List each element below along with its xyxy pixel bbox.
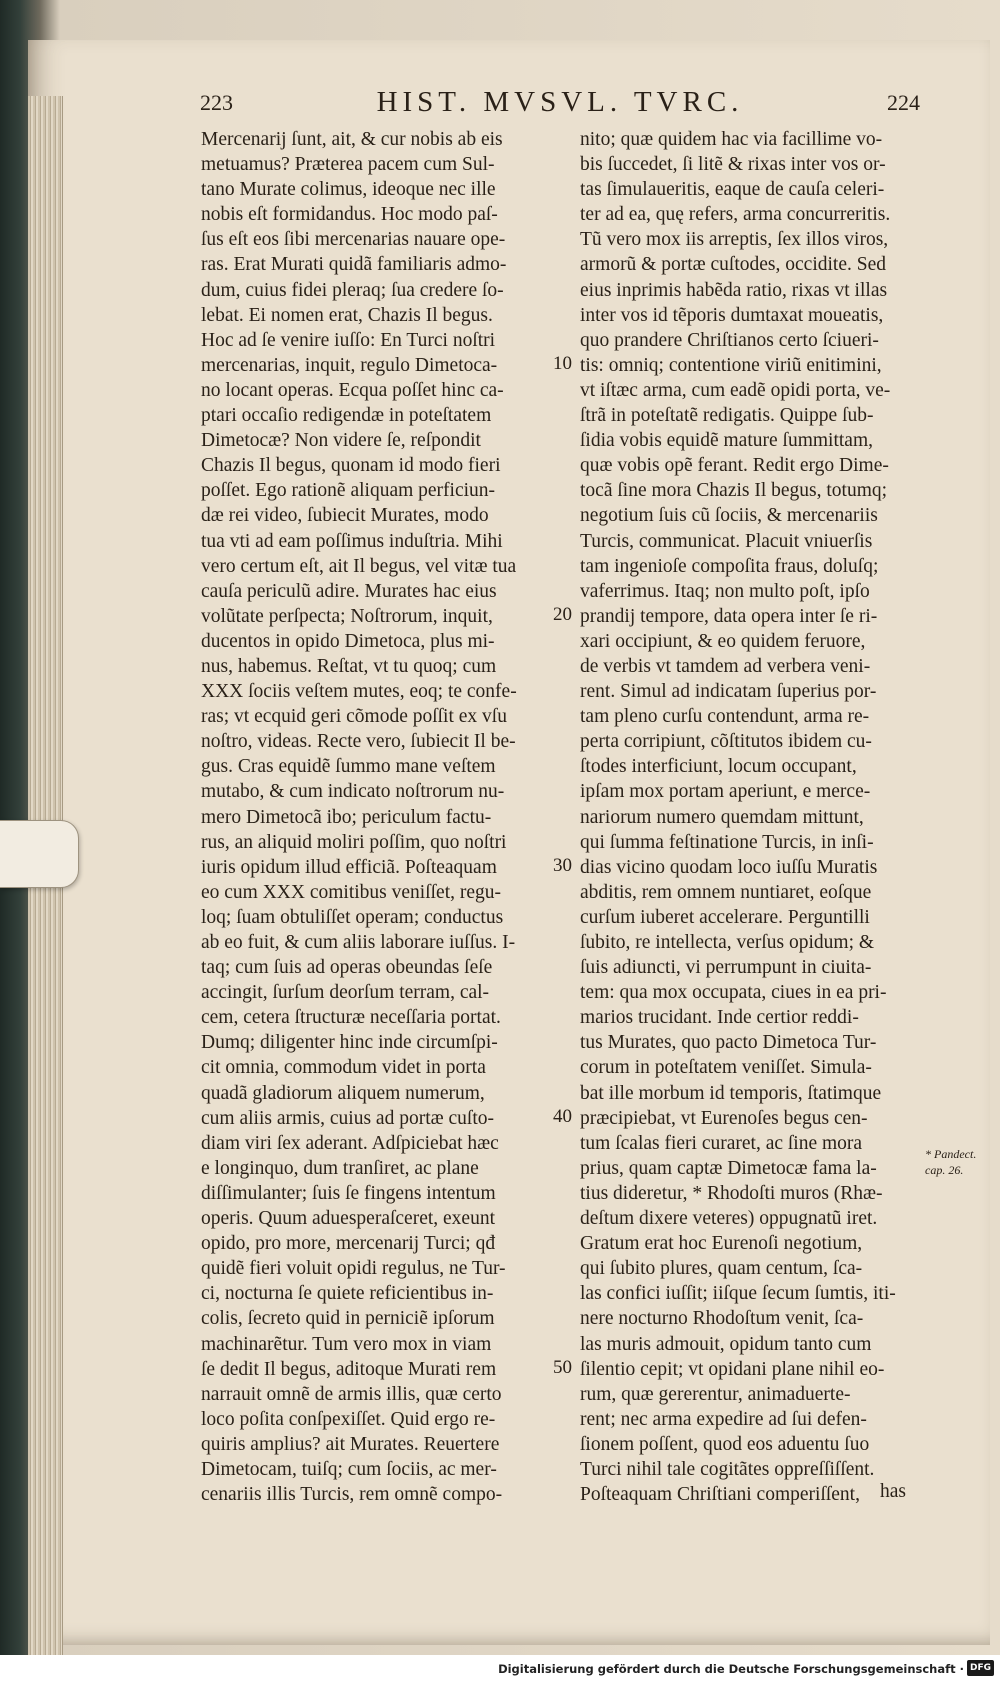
text-line: ci, nocturna ſe quiete reficientibus in- — [201, 1283, 494, 1305]
text-line: cenariis illis Turcis, rem omnẽ compo- — [201, 1484, 503, 1506]
text-line: vt iſtæc arma, cum eadẽ opidi porta, ve- — [580, 379, 891, 401]
text-line: cit omnia, commodum videt in porta — [201, 1057, 486, 1079]
text-line: ras. Erat Murati quidã familiaris admo- — [201, 254, 507, 276]
text-line: Tũ vero mox iis arreptis, ſex illos viros, — [580, 229, 889, 251]
text-line: poſſet. Ego rationẽ aliquam perficiun- — [201, 480, 496, 502]
text-line: dum, cuius fidei pleraq; ſua credere ſo- — [201, 279, 504, 301]
text-line: colis, ſecreto quid in perniciẽ ipſorum — [201, 1308, 495, 1330]
text-line: curſum iuberet accelerare. Perguntilli — [580, 906, 870, 928]
text-line: nito; quæ quidem hac via facillime vo- — [580, 129, 883, 150]
text-line: tocã ſine mora Chazis Il begus, totumq; — [580, 480, 888, 502]
text-line: diam viri ſex aderant. Adſpiciebat hæc — [201, 1132, 499, 1154]
text-line: quiris amplius? ait Murates. Reuertere — [201, 1433, 500, 1455]
text-line: eo cum XXX comitibus veniſſet, regu- — [201, 881, 502, 903]
text-line: vero certum eſt, ait Il begus, vel vitæ tua — [201, 555, 517, 577]
text-line: quæ vobis opẽ ferant. Redit ergo Dime- — [580, 455, 889, 477]
margin-note-line: * Pandect. — [925, 1147, 977, 1161]
line-number: 30 — [553, 854, 572, 876]
text-line: ter ad ea, quę refers, arma concurreritis. — [580, 204, 891, 226]
text-line: de verbis vt tamdem ad verbera veni- — [580, 655, 871, 677]
text-line: cauſa periculũ adire. Murates hac eius — [201, 580, 497, 602]
text-line: prius, quam captæ Dimetocæ fama la- — [580, 1157, 877, 1179]
text-line: qui ſumma feſtinatione Turcis, in inſi- — [580, 831, 874, 853]
text-line: quo prandere Chriſtianos certo ſciueri- — [580, 329, 879, 351]
text-line: nus, habemus. Reſtat, vt tu quoq; cum — [201, 655, 497, 677]
text-line: tam pleno curſu contendunt, arma re- — [580, 706, 870, 728]
text-line: tas ſimulaueritis, eaque de cauſa celeri- — [580, 179, 885, 201]
text-line: quidẽ fieri voluit opidi regulus, ne Tur- — [201, 1258, 506, 1280]
text-line: taq; cum ſuis ad operas obeundas ſeſe — [201, 957, 493, 979]
page-header — [200, 86, 920, 122]
text-line: marios trucidant. Inde certior reddi- — [580, 1007, 859, 1029]
text-line: rent; nec arma expedire ad ſui defen- — [580, 1408, 867, 1430]
text-line: loq; ſuam obtuliſſet operam; conductus — [201, 906, 504, 928]
text-line: Gratum erat hoc Eurenoſi negotium, — [580, 1233, 863, 1255]
folio-left: 223 — [200, 90, 233, 115]
text-column-left — [201, 127, 556, 1507]
text-line: e longinquo, dum tranſiret, ac plane — [201, 1157, 479, 1179]
text-line: ſubito, re intellecta, verſus opidum; & — [580, 932, 875, 953]
text-line: ſtrã in poteſtatẽ redigatis. Quippe ſub- — [580, 405, 874, 427]
text-line: diſſimulanter; ſuis ſe fingens intentum — [201, 1182, 496, 1204]
text-line: mercenarias, inquit, regulo Dimetoca- — [201, 354, 498, 376]
running-title: HIST. MVSVL. TVRC. — [376, 86, 744, 118]
text-line: gus. Cras equidẽ ſummo mane veſtem — [201, 756, 496, 778]
text-line: ſe dedit Il begus, aditoque Murati rem — [201, 1358, 497, 1380]
line-number: 50 — [553, 1356, 572, 1378]
text-line: rent. Simul ad indicatam ſuperius por- — [580, 681, 877, 703]
folio-right: 224 — [887, 90, 920, 115]
text-line: tis: omniq; contentione viriũ enitimini, — [580, 354, 882, 376]
footer-credit: Digitalisierung gefördert durch die Deutsche Forschungsgemeinschaft · — [498, 1662, 964, 1676]
text-line: ſuis adiuncti, vi perrumpunt in ciuita- — [580, 957, 872, 979]
text-column-right — [580, 127, 930, 1507]
text-line: las confici iuſſit; iiſque ſecum ſumtis, iti- — [580, 1283, 896, 1305]
text-line: noſtro, videas. Recte vero, ſubiecit Il be- — [201, 731, 516, 753]
text-line: prandij tempore, data opera inter ſe ri- — [580, 605, 878, 627]
text-line: ras; vt ecquid geri cõmode poſſit ex vſu — [201, 706, 507, 728]
text-line: volũtate perſpecta; Noſtrorum, inquit, — [201, 605, 493, 627]
text-line: xari occipiunt, & eo quidem feruore, — [580, 630, 866, 652]
text-line: bis ſuccedet, ſi litẽ & rixas inter vos or- — [580, 154, 886, 176]
text-line: lebat. Ei nomen erat, Chazis Il begus. — [201, 304, 493, 326]
text-line: ſionem poſſent, quod eos aduentu ſuo — [580, 1433, 870, 1455]
text-line: tum ſcalas fieri curaret, ac ſine mora — [580, 1132, 863, 1154]
text-line: rum, quæ gererentur, animaduerte- — [580, 1383, 851, 1405]
text-line: no locant operas. Ecqua poſſet hinc ca- — [201, 379, 504, 401]
text-line: Dimetocæ? Non videre ſe, reſpondit — [201, 430, 481, 452]
text-line: perta corripiunt, cõſtitutos ibidem cu- — [580, 731, 872, 753]
text-line: ſilentio cepit; vt opidani plane nihil eo- — [580, 1358, 885, 1380]
text-line: vaferrimus. Itaq; non multo poſt, ipſo — [580, 580, 870, 602]
margin-note-line: cap. 26. — [925, 1163, 964, 1177]
text-line: ducentos in opido Dimetoca, plus mi- — [201, 630, 495, 652]
text-line: tano Murate colimus, ideoque nec ille — [201, 179, 496, 201]
text-line: cem, cetera ſtructuræ neceſſaria portat. — [201, 1007, 501, 1029]
line-number: 40 — [553, 1105, 572, 1127]
text-line: mero Dimetocã ibo; periculum factu- — [201, 806, 492, 828]
text-line: iuris opidum illud efficiã. Poſteaquam — [201, 856, 497, 878]
text-line: mutabo, & cum indicato noſtrorum nu- — [201, 781, 505, 803]
text-line: las muris admouit, opidum tanto cum — [580, 1333, 872, 1355]
text-line: tua vti ad eam poſſimus induſtria. Mihi — [201, 530, 503, 552]
text-line: operis. Quum aduesperaſceret, exeunt — [201, 1208, 496, 1230]
footer-bar — [0, 1655, 1000, 1685]
text-line: dias vicino quodam loco iuſſu Muratis — [580, 856, 878, 878]
text-line: inter vos id tẽporis dumtaxat moueatis, — [580, 304, 884, 326]
text-line: eius inprimis habẽda ratio, rixas vt illas — [580, 279, 888, 301]
text-line: tius dideretur, * Rhodoſti muros (Rhæ- — [580, 1182, 883, 1204]
text-line: nariorum numero quemdam mittunt, — [580, 806, 864, 828]
text-line: tus Murates, quo pacto Dimetoca Tur- — [580, 1032, 877, 1054]
text-line: Dimetocam, tuiſq; cum ſociis, ac mer- — [201, 1458, 497, 1480]
text-line: rus, an aliquid moliri poſſim, quo noſtri — [201, 831, 507, 853]
line-number: 20 — [553, 603, 572, 625]
text-line: præcipiebat, vt Eurenoſes begus cen- — [580, 1107, 868, 1129]
text-line: Hoc ad ſe venire iuſſo: En Turci noſtri — [201, 329, 496, 351]
text-line: opido, pro more, mercenarij Turci; qđ — [201, 1233, 496, 1255]
text-line: cum aliis armis, cuius ad portæ cuſto- — [201, 1107, 494, 1129]
margin-note — [925, 1146, 990, 1178]
text-line: ſtodes interficiunt, locum occupant, — [580, 756, 857, 778]
text-line: ſidia vobis equidẽ mature ſummittam, — [580, 430, 873, 452]
text-line: ipſam mox portam aperiunt, e merce- — [580, 781, 871, 803]
text-line: ptari occaſio redigendæ in poteſtatem — [201, 405, 492, 427]
text-line: qui ſubito plures, quam centum, ſca- — [580, 1258, 863, 1280]
line-number: 10 — [553, 352, 572, 374]
text-line: dæ rei video, ſubiecit Murates, modo — [201, 505, 489, 527]
text-line: quadã gladiorum aliquem numerum, — [201, 1082, 485, 1104]
text-line: armorũ & portæ cuſtodes, occidite. Sed — [580, 254, 886, 276]
text-line: machinarẽtur. Tum vero mox in viam — [201, 1333, 492, 1355]
text-line: nobis eſt formidandus. Hoc modo paſ- — [201, 204, 498, 226]
text-line: accingit, ſurſum deorſum terram, cal- — [201, 982, 490, 1004]
dfg-logo: DFG — [967, 1660, 994, 1676]
text-line: Poſteaquam Chriſtiani comperiſſent, — [580, 1484, 860, 1506]
catchword: has — [880, 1481, 906, 1502]
text-line: Turcis, communicat. Placuit vniuerſis — [580, 530, 873, 552]
text-line: negotium ſuis cũ ſociis, & mercenariis — [580, 505, 878, 527]
text-line: nere nocturno Rhodoſtum venit, ſca- — [580, 1308, 864, 1330]
text-line: Mercenarij ſunt, ait, & cur nobis ab eis — [201, 129, 503, 150]
text-line: ſus eſt eos ſibi mercenarias nauare ope- — [201, 229, 506, 251]
text-line: tam ingenioſe compoſita fraus, doluſq; — [580, 555, 879, 577]
text-line: bat ille morbum id temporis, ſtatimque — [580, 1082, 882, 1104]
bookmark-tab — [0, 820, 79, 888]
text-line: ab eo fuit, & cum aliis laborare iuſſus. I- — [201, 932, 516, 953]
text-line: Turci nihil tale cogitãtes oppreſſiſſent. — [580, 1458, 875, 1480]
text-line: abditis, rem omnem nuntiaret, eoſque — [580, 881, 872, 903]
text-line: Dumq; diligenter hinc inde circumſpi- — [201, 1032, 498, 1054]
text-line: deſtum dixere veteres) oppugnatũ iret. — [580, 1208, 878, 1230]
text-line: narrauit omnẽ de armis illis, quæ certo — [201, 1383, 502, 1405]
text-line: corum in poteſtatem veniſſet. Simula- — [580, 1057, 872, 1079]
text-line: metuamus? Præterea pacem cum Sul- — [201, 154, 495, 176]
text-line: XXX ſociis veſtem mutes, eoq; te confe- — [201, 681, 517, 703]
text-line: loco poſita conſpexiſſet. Quid ergo re- — [201, 1408, 496, 1430]
text-line: tem: qua mox occupata, ciues in ea pri- — [580, 982, 887, 1004]
text-line: Chazis Il begus, quonam id modo fieri — [201, 455, 501, 477]
